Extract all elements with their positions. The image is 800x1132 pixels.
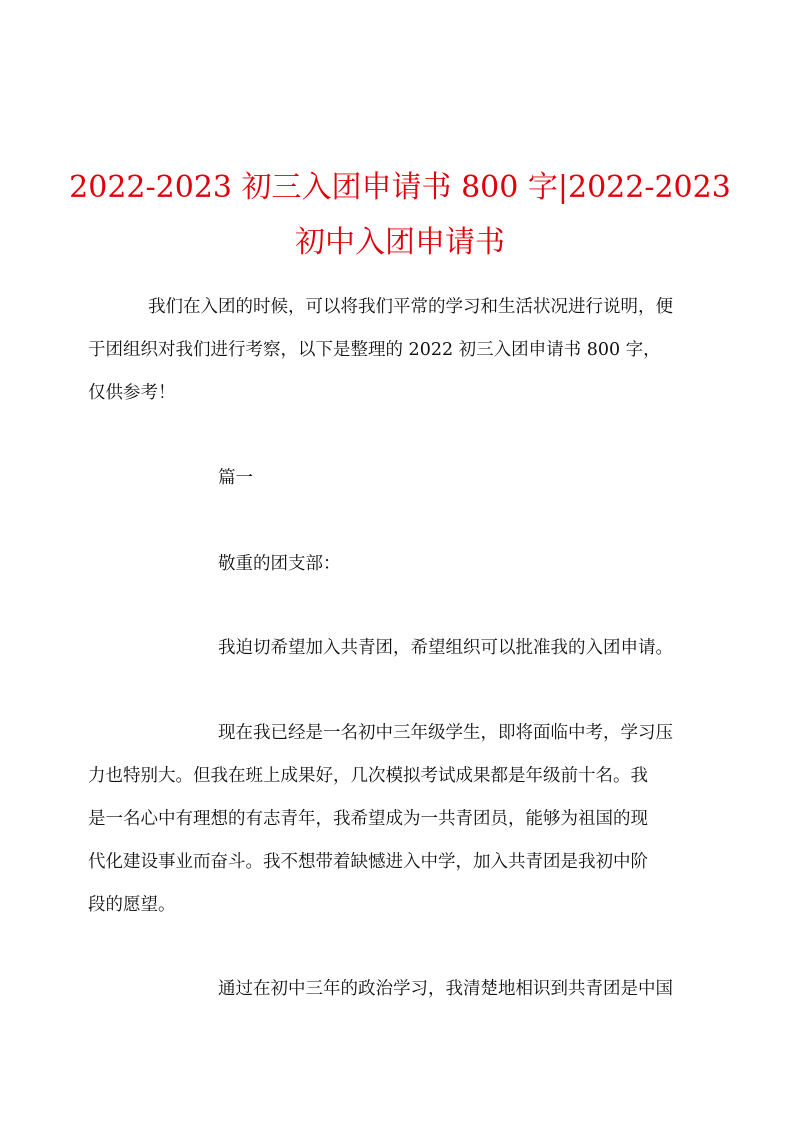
- intro-line-3: 仅供参考！: [88, 383, 176, 403]
- paragraph-2-line-4: 代化建设事业而奋斗。我不想带着缺憾进入中学，加入共青团是我初中阶: [88, 852, 648, 872]
- title-line-1: 2022-2023 初三入团申请书 800 字|2022-2023: [69, 170, 731, 205]
- paragraph-3-line-1: 通过在初中三年的政治学习，我清楚地相识到共青团是中国: [218, 979, 673, 999]
- section-label: 篇一: [218, 468, 253, 488]
- paragraph-2-line-2: 力也特别大。但我在班上成果好，几次模拟考试成果都是年级前十名。我: [88, 766, 648, 786]
- title-line-2: 初中入团申请书: [295, 225, 505, 260]
- paragraph-2-line-5: 段的愿望。: [88, 895, 176, 915]
- paragraph-2-line-3: 是一名心中有理想的有志青年，我希望成为一共青团员，能够为祖国的现: [88, 809, 648, 829]
- document-title: [60, 160, 740, 270]
- intro-line-2: 于团组织对我们进行考察，以下是整理的 2022 初三入团申请书 800 字，: [88, 340, 661, 360]
- paragraph-2-line-1: 现在我已经是一名初中三年级学生，即将面临中考，学习压: [218, 723, 673, 743]
- paragraph-1: 我迫切希望加入共青团，希望组织可以批准我的入团申请。: [218, 638, 673, 658]
- salutation: 敬重的团支部：: [218, 554, 341, 574]
- intro-line-1: 我们在入团的时候，可以将我们平常的学习和生活状况进行说明，便: [148, 297, 673, 317]
